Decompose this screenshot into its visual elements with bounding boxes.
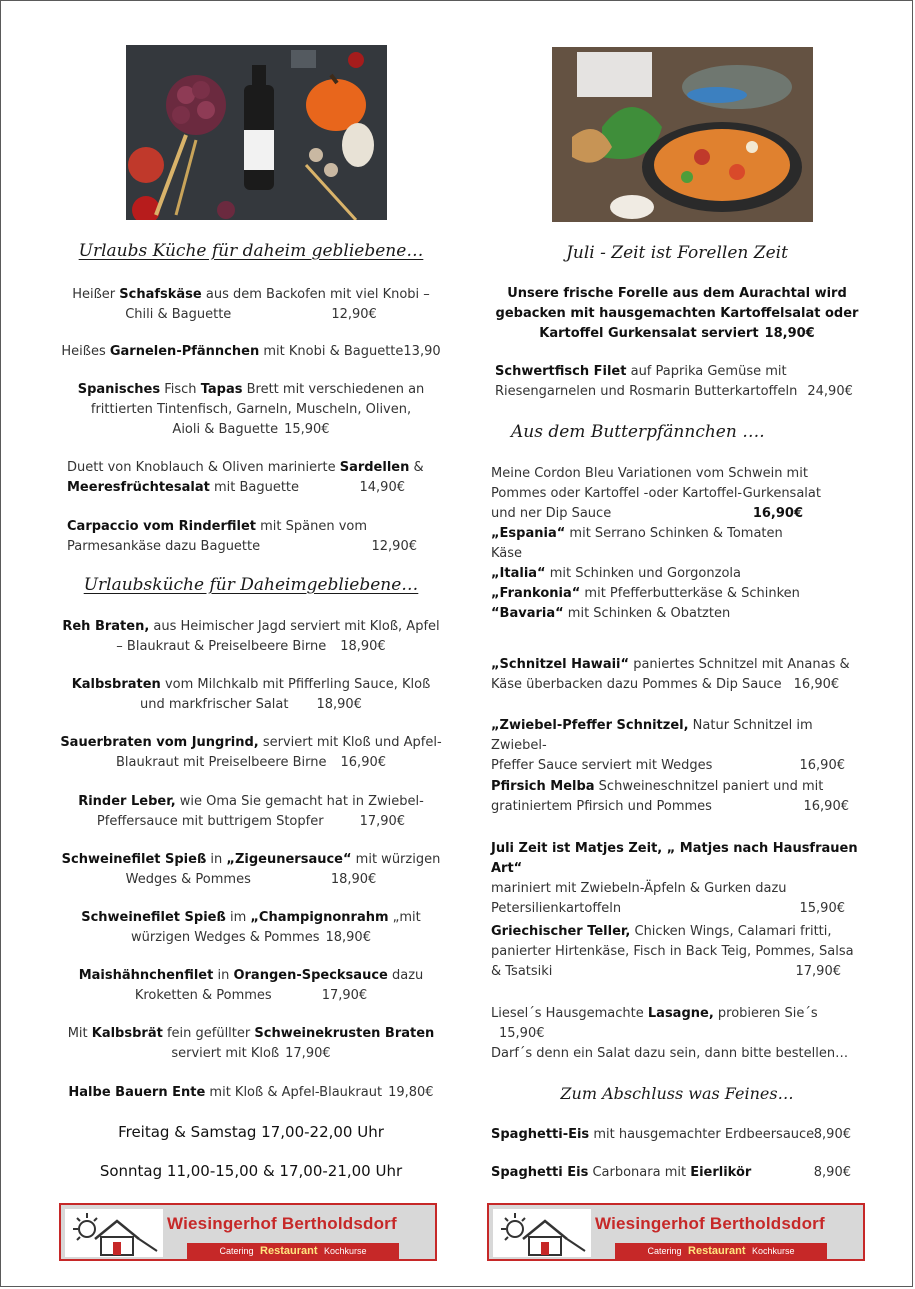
heading-vacation-kitchen-2: Urlaubsküche für Daheimgebliebene… xyxy=(83,575,419,595)
dish-carpaccio: Carpaccio vom Rinderfilet mit Spänen vom Parmesankäse dazu Baguette 12,90€ xyxy=(67,519,417,554)
dish-matjes: Juli Zeit ist Matjes Zeit, „ Matjes nach Hausfrauen Art“ mariniert mit Zwiebeln-Äpfeln & Gurken dazu Petersilienkartoffeln 15,90€ xyxy=(491,841,858,916)
restaurant-logo-right xyxy=(487,1203,865,1261)
heading-vacation-kitchen: Urlaubs Küche für daheim gebliebene… xyxy=(78,241,424,261)
heading-butter-pan: Aus dem Butterpfännchen …. xyxy=(511,422,765,442)
dish-venison-roast: Reh Braten, aus Heimischer Jagd serviert mit Kloß, Apfel – Blaukraut & Preiselbeere Birne 18,90€ xyxy=(62,619,440,654)
dish-veal-roast: Kalbsbraten vom Milchkalb mit Pfifferling Sauce, Kloß und markfrischer Salat 18,90€ xyxy=(71,677,431,712)
dish-lasagne: Liesel´s Hausgemachte Lasagne, probieren Sie´s15,90€ xyxy=(491,1006,818,1041)
dish-corn-chicken: Maishähnchenfilet in Orangen-Specksauce dazu Kroketten & Pommes 17,90€ xyxy=(78,968,424,1003)
dish-onion-pepper-schnitzel: „Zwiebel-Pfeffer Schnitzel, Natur Schnitzel im Zwiebel- Pfeffer Sauce serviert mit Wedges 16,90€ xyxy=(491,718,845,773)
dish-sheep-cheese: Heißer Schafskäse aus dem Backofen mit viel Knobi – Chili & Baguette 12,90€ xyxy=(72,287,430,322)
opening-hours-sunday: Sonntag 11,00-15,00 & 17,00-21,00 Uhr xyxy=(99,1162,403,1180)
restaurant-name: Wiesingerhof Bertholdsdorf xyxy=(595,1214,825,1233)
autumn-food-photo xyxy=(126,45,387,220)
sun-house-logo-icon xyxy=(65,1209,163,1257)
dish-shrimp-pan: Heißes Garnelen-Pfännchen mit Knobi & Baguette13,90 xyxy=(61,344,441,359)
dessert-spaghetti-ice: Spaghetti-Eis mit hausgemachter Erdbeersauce 8,90€ xyxy=(491,1127,851,1142)
dish-pork-skewer-mushroom: Schweinefilet Spieß im „Champignonrahm „mit würzigen Wedges & Pommes 18,90€ xyxy=(81,910,421,945)
dish-pork-skewer-gypsy: Schweinefilet Spieß in „Zigeunersauce“ mit würzigen Wedges & Pommes 18,90€ xyxy=(61,852,441,887)
services-bar: Catering Restaurant Kochkurse xyxy=(615,1243,827,1259)
dish-sauerbraten: Sauerbraten vom Jungrind, serviert mit Kloß und Apfel- Blaukraut mit Preiselbeere Birne 16,90€ xyxy=(60,735,442,770)
fish-soup-photo xyxy=(552,47,813,222)
dish-greek-plate: Griechischer Teller, Chicken Wings, Calamari fritti, panierter Hirtenkäse, Fisch in Back Teig, Pommes, Salsa & Tsatsiki 17,90€ xyxy=(491,924,854,979)
dish-beef-liver: Rinder Leber, wie Oma Sie gemacht hat in Zwiebel- Pfeffersauce mit buttrigem Stopfer 17,90€ xyxy=(78,794,424,829)
dish-cordon-bleu: Meine Cordon Bleu Variationen vom Schwein mit Pommes oder Kartoffel -oder Kartoffel-Gurkensalat und ner Dip Sauce 16,90€ „Espania“ mit Serrano Schinken & Tomaten Käse „Italia“ mit Schinken und Gorgonzola „Frankonia“ mit Pfefferbutterkäse & Schinken “Bavaria“ mit Schinken & Obatzten xyxy=(491,466,821,621)
dish-anchovy-duet: Duett von Knoblauch & Oliven marinierte Sardellen & Meeresfrüchtesalat mit Baguette 14,90€ xyxy=(67,460,424,495)
dish-spanish-tapas: Spanisches Fisch Tapas Brett mit verschiedenen an frittierten Tintenfisch, Garneln, Muscheln, Oliven, Aioli & Baguette 15,90€ xyxy=(77,382,425,437)
dish-half-duck: Halbe Bauern Ente mit Kloß & Apfel-Blaukraut 19,80€ xyxy=(68,1085,434,1100)
dish-peach-melba: Pfirsich Melba Schweineschnitzel paniert und mit gratiniertem Pfirsich und Pommes 16,90€ xyxy=(491,779,849,814)
dish-swordfish: Schwertfisch Filet auf Paprika Gemüse mit Riesengarnelen und Rosmarin Butterkartoffeln 24,90€ xyxy=(495,364,853,399)
opening-hours-fri-sat: Freitag & Samstag 17,00-22,00 Uhr xyxy=(118,1123,384,1141)
dish-fresh-trout: Unsere frische Forelle aus dem Aurachtal wird gebacken mit hausgemachten Kartoffelsalat oder Kartoffel Gurkensalat serviert 18,90€ xyxy=(495,286,859,341)
services-bar: Catering Restaurant Kochkurse xyxy=(187,1243,399,1259)
dish-schnitzel-hawaii: „Schnitzel Hawaii“ paniertes Schnitzel mit Ananas & Käse überbacken dazu Pommes & Dip Sauce 16,90€ xyxy=(491,657,850,692)
restaurant-logo-left xyxy=(59,1203,437,1261)
dessert-spaghetti-carbonara: Spaghetti Eis Carbonara mit Eierlikör 8,90€ xyxy=(491,1165,851,1180)
salad-note: Darf´s denn ein Salat dazu sein, dann bitte bestellen… xyxy=(491,1046,849,1061)
heading-trout-time: Juli - Zeit ist Forellen Zeit xyxy=(566,243,788,263)
heading-dessert: Zum Abschluss was Feines… xyxy=(560,1084,794,1103)
dish-pork-crust-roast: Mit Kalbsbrät fein gefüllter Schweinekrusten Braten serviert mit Kloß 17,90€ xyxy=(67,1026,435,1061)
sun-house-logo-icon xyxy=(493,1209,591,1257)
restaurant-name: Wiesingerhof Bertholdsdorf xyxy=(167,1214,397,1233)
